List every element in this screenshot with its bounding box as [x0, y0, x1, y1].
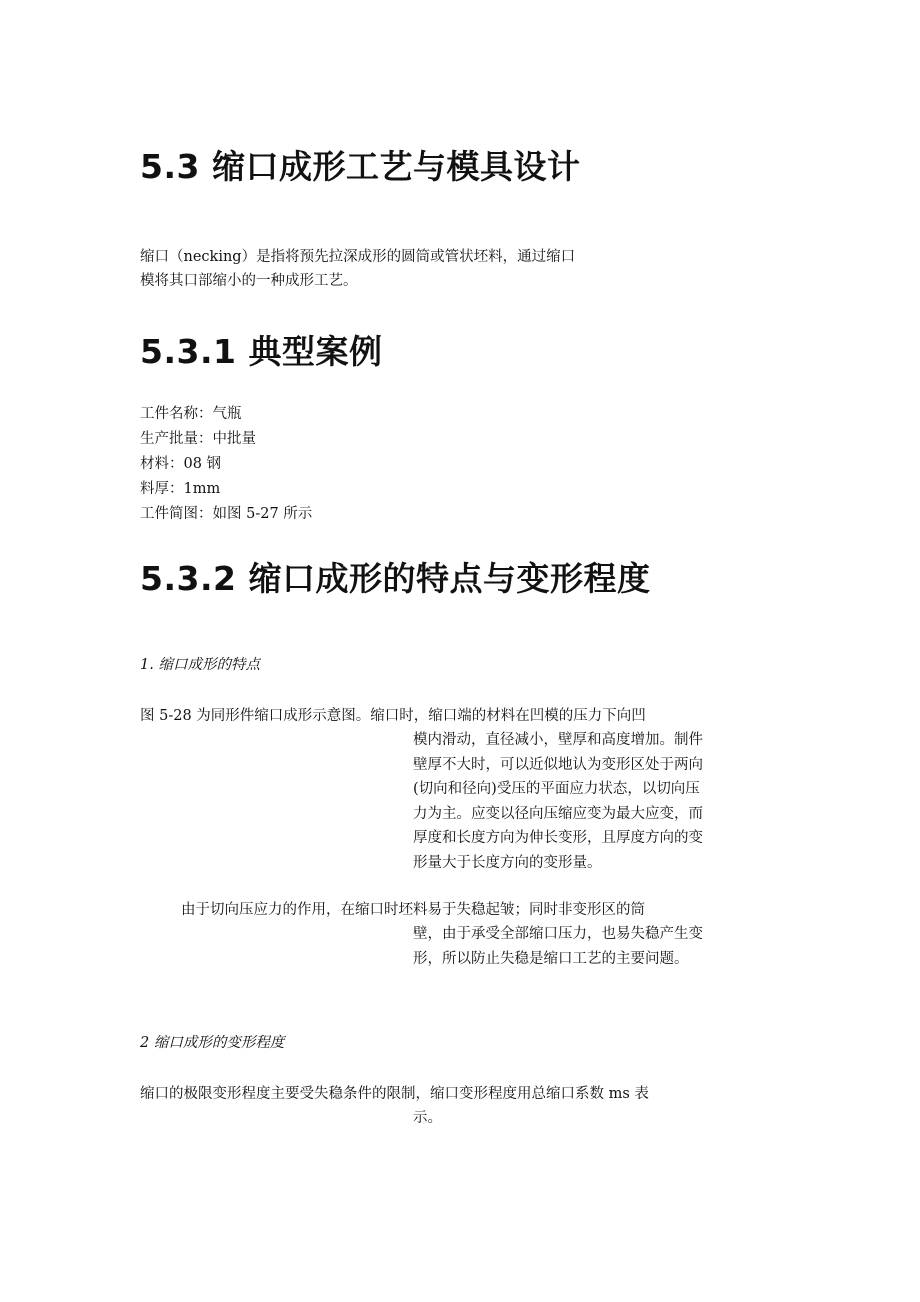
- para2-body: 壁，由于承受全部缩口压力，也易失稳产生变形，所以防止失稳是缩口工艺的主要问题。: [413, 926, 703, 967]
- para1-body: 模内滑动，直径减小，壁厚和高度增加。制件壁厚不大时，可以近似地认为变形区处于两向(切向和径向)受压的平面应力状态，以切向压力为主。应变以径向压缩应变为最大应变，而厚度和长度方向为伸长变形，且厚度方向的变形量大于长度方向的变形量。: [413, 732, 703, 871]
- spec-material: 材料：08 钢: [140, 456, 222, 472]
- page-title: 5.3 缩口成形工艺与模具设计: [140, 147, 581, 186]
- subheading-deformation-degree: 2 缩口成形的变形程度: [140, 1035, 285, 1051]
- para3-first-line: 缩口的极限变形程度主要受失稳条件的限制，缩口变形程度用总缩口系数 ms 表: [140, 1086, 649, 1102]
- spec-thickness: 料厚：1mm: [140, 481, 221, 497]
- section-heading-typical-case: 5.3.1 典型案例: [140, 332, 383, 371]
- intro-line-2: 模将其口部缩小的一种成形工艺。: [140, 273, 358, 289]
- para2-first-line: 由于切向压应力的作用，在缩口时坯料易于失稳起皱；同时非变形区的筒: [181, 902, 645, 918]
- para1-first-line: 图 5-28 为同形件缩口成形示意图。缩口时，缩口端的材料在凹模的压力下向凹: [140, 708, 646, 724]
- intro-line-1: 缩口（necking）是指将预先拉深成形的圆筒或管状坯料，通过缩口: [140, 249, 576, 265]
- subheading-characteristics: 1. 缩口成形的特点: [140, 657, 260, 673]
- para3-body: 示。: [413, 1110, 442, 1126]
- spec-workpiece-name: 工件名称：气瓶: [140, 406, 242, 422]
- spec-batch: 生产批量：中批量: [140, 431, 256, 447]
- section-heading-characteristics: 5.3.2 缩口成形的特点与变形程度: [140, 559, 651, 598]
- spec-drawing: 工件简图：如图 5-27 所示: [140, 506, 313, 522]
